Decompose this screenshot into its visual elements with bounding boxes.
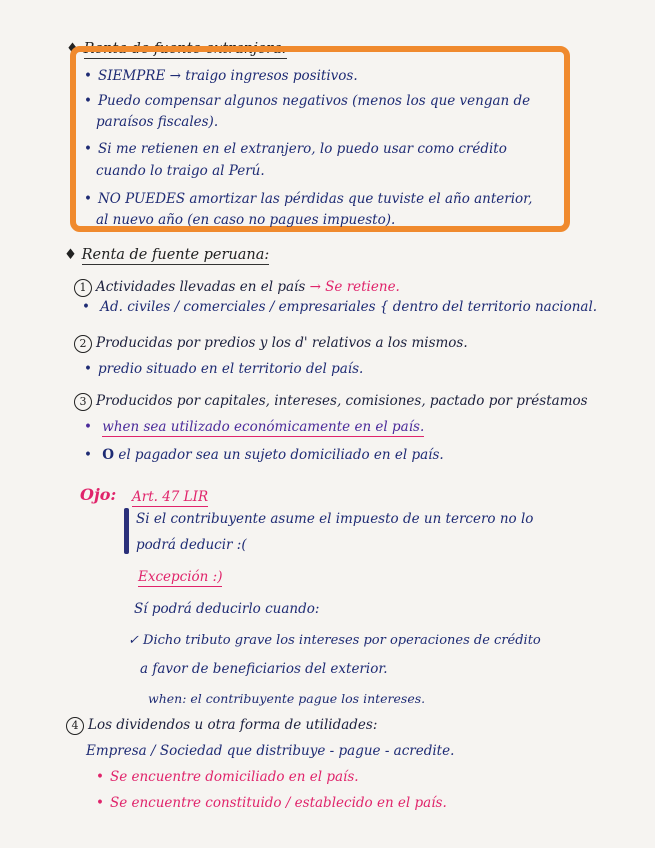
section-4-text: Los dividendos u otra forma de utilidades: xyxy=(88,717,378,733)
condition-2: a favor de beneficiarios del exterior. xyxy=(140,661,388,677)
section-2 xyxy=(74,334,468,353)
ojo-line-2: podrá deducir :( xyxy=(136,537,247,553)
number-circle-4: 4 xyxy=(66,717,84,735)
section-3-sub-1: • when sea utilizado económicamente en el país. xyxy=(84,418,424,436)
ojo-bracket xyxy=(124,508,129,554)
heading-peruvian-income: ♦ Renta de fuente peruana: xyxy=(64,247,270,263)
box-line-4: • Si me retienen en el extranjero, lo puedo usar como crédito xyxy=(84,140,507,158)
box-line-6: • NO PUEDES amortizar las pérdidas que tuviste el año anterior, xyxy=(84,190,532,208)
exception-label: Excepción :) xyxy=(138,569,223,585)
section-1-note: → Se retiene. xyxy=(309,279,400,295)
section-1 xyxy=(74,278,400,297)
box-line-3: paraísos fiscales). xyxy=(96,114,219,130)
condition-3: when: el contribuyente pague los intereses. xyxy=(148,691,426,706)
deduce-condition-title: Sí podrá deducirlo cuando: xyxy=(134,601,320,617)
ojo-label: Ojo: xyxy=(80,485,117,504)
section-4-bullet-1: • Se encuentre domiciliado en el país. xyxy=(96,768,359,786)
ojo-reference: Art. 47 LIR xyxy=(132,489,209,505)
section-3-sub-2: • O el pagador sea un sujeto domiciliado en el país. xyxy=(84,446,444,464)
section-3 xyxy=(74,392,588,411)
section-4 xyxy=(66,716,377,735)
section-4-bullet-2: • Se encuentre constituido / establecido en el país. xyxy=(96,794,447,812)
number-circle-3: 3 xyxy=(74,393,92,411)
section-3-text: Producidos por capitales, intereses, comisiones, pactado por préstamos xyxy=(96,393,588,409)
box-line-7: al nuevo año (en caso no pagues impuesto). xyxy=(96,212,396,228)
number-circle-2: 2 xyxy=(74,335,92,353)
section-4-sub: Empresa / Sociedad que distribuye - pague - acredite. xyxy=(86,743,455,759)
section-1-text: Actividades llevadas en el país xyxy=(96,279,306,295)
section-2-sub: • predio situado en el territorio del país. xyxy=(84,360,363,378)
section-2-text: Producidas por predios y los d' relativos a los mismos. xyxy=(96,335,468,351)
section-1-sub: • Ad. civiles / comerciales / empresariales { dentro del territorio nacional. xyxy=(82,298,597,316)
section-1-sub-note: { dentro del territorio nacional. xyxy=(379,299,598,315)
box-line-2: • Puedo compensar algunos negativos (menos los que vengan de xyxy=(84,92,530,110)
or-mark: O xyxy=(102,447,115,463)
heading-foreign-income: ♦ Renta de fuente extranjera: xyxy=(66,41,287,57)
box-line-5: cuando lo traigo al Perú. xyxy=(96,163,265,179)
condition-1: ✓ Dicho tributo grave los intereses por operaciones de crédito xyxy=(128,633,541,648)
box-line-1: • SIEMPRE → traigo ingresos positivos. xyxy=(84,67,358,85)
number-circle-1: 1 xyxy=(74,279,92,297)
ojo-line-1: Si el contribuyente asume el impuesto de un tercero no lo xyxy=(136,511,534,527)
